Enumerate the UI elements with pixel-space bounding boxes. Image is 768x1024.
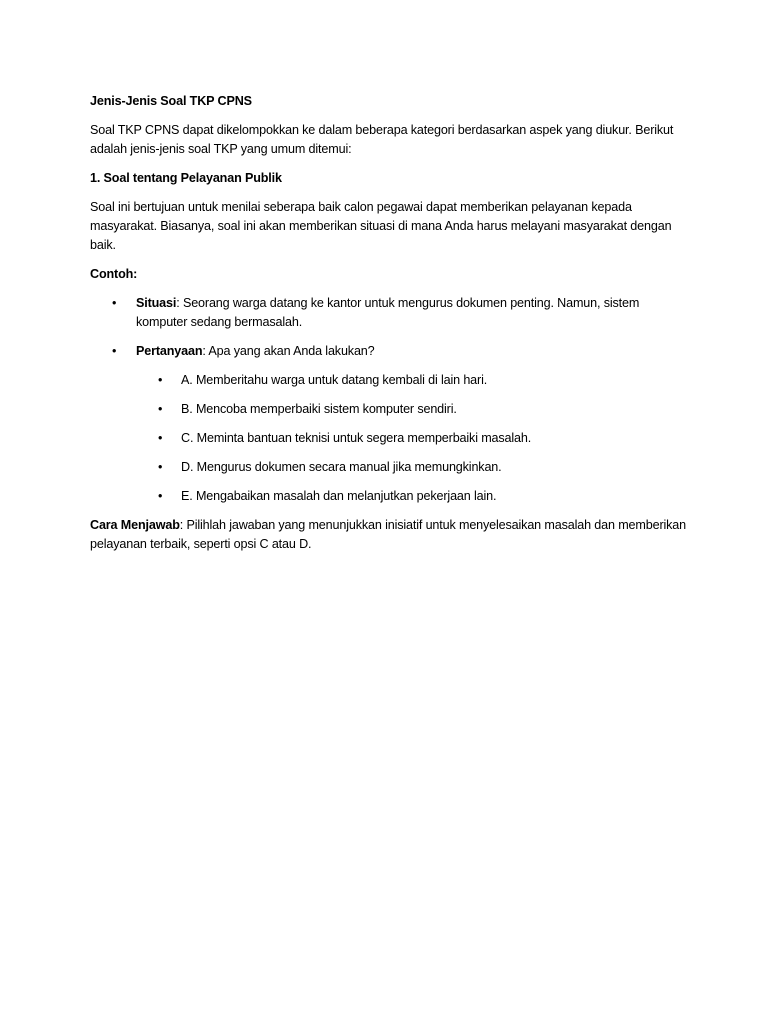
example-label: Contoh: (90, 267, 138, 281)
option-item-a (136, 371, 690, 390)
option-text: A. Memberitahu warga untuk datang kembali di lain hari. (181, 373, 488, 387)
pertanyaan-label: Pertanyaan (136, 344, 203, 358)
option-text: E. Mengabaikan masalah dan melanjutkan pekerjaan lain. (181, 489, 497, 503)
answer-label: Cara Menjawab (90, 518, 180, 532)
bullet-icon: • (158, 431, 163, 445)
answer-paragraph (90, 516, 690, 554)
bullet-icon: • (158, 489, 163, 503)
pertanyaan-text: : Apa yang akan Anda lakukan? (202, 344, 375, 358)
bullet-icon: • (158, 460, 163, 474)
section-paragraph: Soal ini bertujuan untuk menilai seberapa baik calon pegawai dapat memberikan pelayanan kepada masyarakat. Biasanya, soal ini akan memberikan situasi di mana Anda harus melayani masyarakat dengan baik. (90, 200, 672, 252)
document-title: Jenis-Jenis Soal TKP CPNS (90, 94, 252, 108)
bullet-icon: • (158, 373, 163, 387)
example-list (90, 294, 690, 506)
situasi-text: : Seorang warga datang ke kantor untuk mengurus dokumen penting. Namun, sistem komputer sedang bermasalah. (136, 296, 640, 329)
bullet-icon: • (158, 402, 163, 416)
document-content (90, 92, 690, 554)
option-text: B. Mencoba memperbaiki sistem komputer sendiri. (181, 402, 457, 416)
section-heading: 1. Soal tentang Pelayanan Publik (90, 171, 282, 185)
bullet-icon: • (112, 296, 117, 310)
option-item-b (136, 400, 690, 419)
answer-text: : Pilihlah jawaban yang menunjukkan inisiatif untuk menyelesaikan masalah dan memberikan pelayanan terbaik, seperti opsi C atau D. (90, 518, 686, 551)
option-item-d (136, 458, 690, 477)
option-text: C. Meminta bantuan teknisi untuk segera memperbaiki masalah. (181, 431, 532, 445)
list-item-pertanyaan (90, 342, 690, 506)
list-item-situasi (90, 294, 690, 332)
situasi-label: Situasi (136, 296, 177, 310)
option-item-c (136, 429, 690, 448)
option-text: D. Mengurus dokumen secara manual jika memungkinkan. (181, 460, 502, 474)
options-list (136, 371, 690, 506)
bullet-icon: • (112, 344, 117, 358)
intro-paragraph: Soal TKP CPNS dapat dikelompokkan ke dalam beberapa kategori berdasarkan aspek yang diukur. Berikut adalah jenis-jenis soal TKP yang umum ditemui: (90, 123, 674, 156)
option-item-e (136, 487, 690, 506)
